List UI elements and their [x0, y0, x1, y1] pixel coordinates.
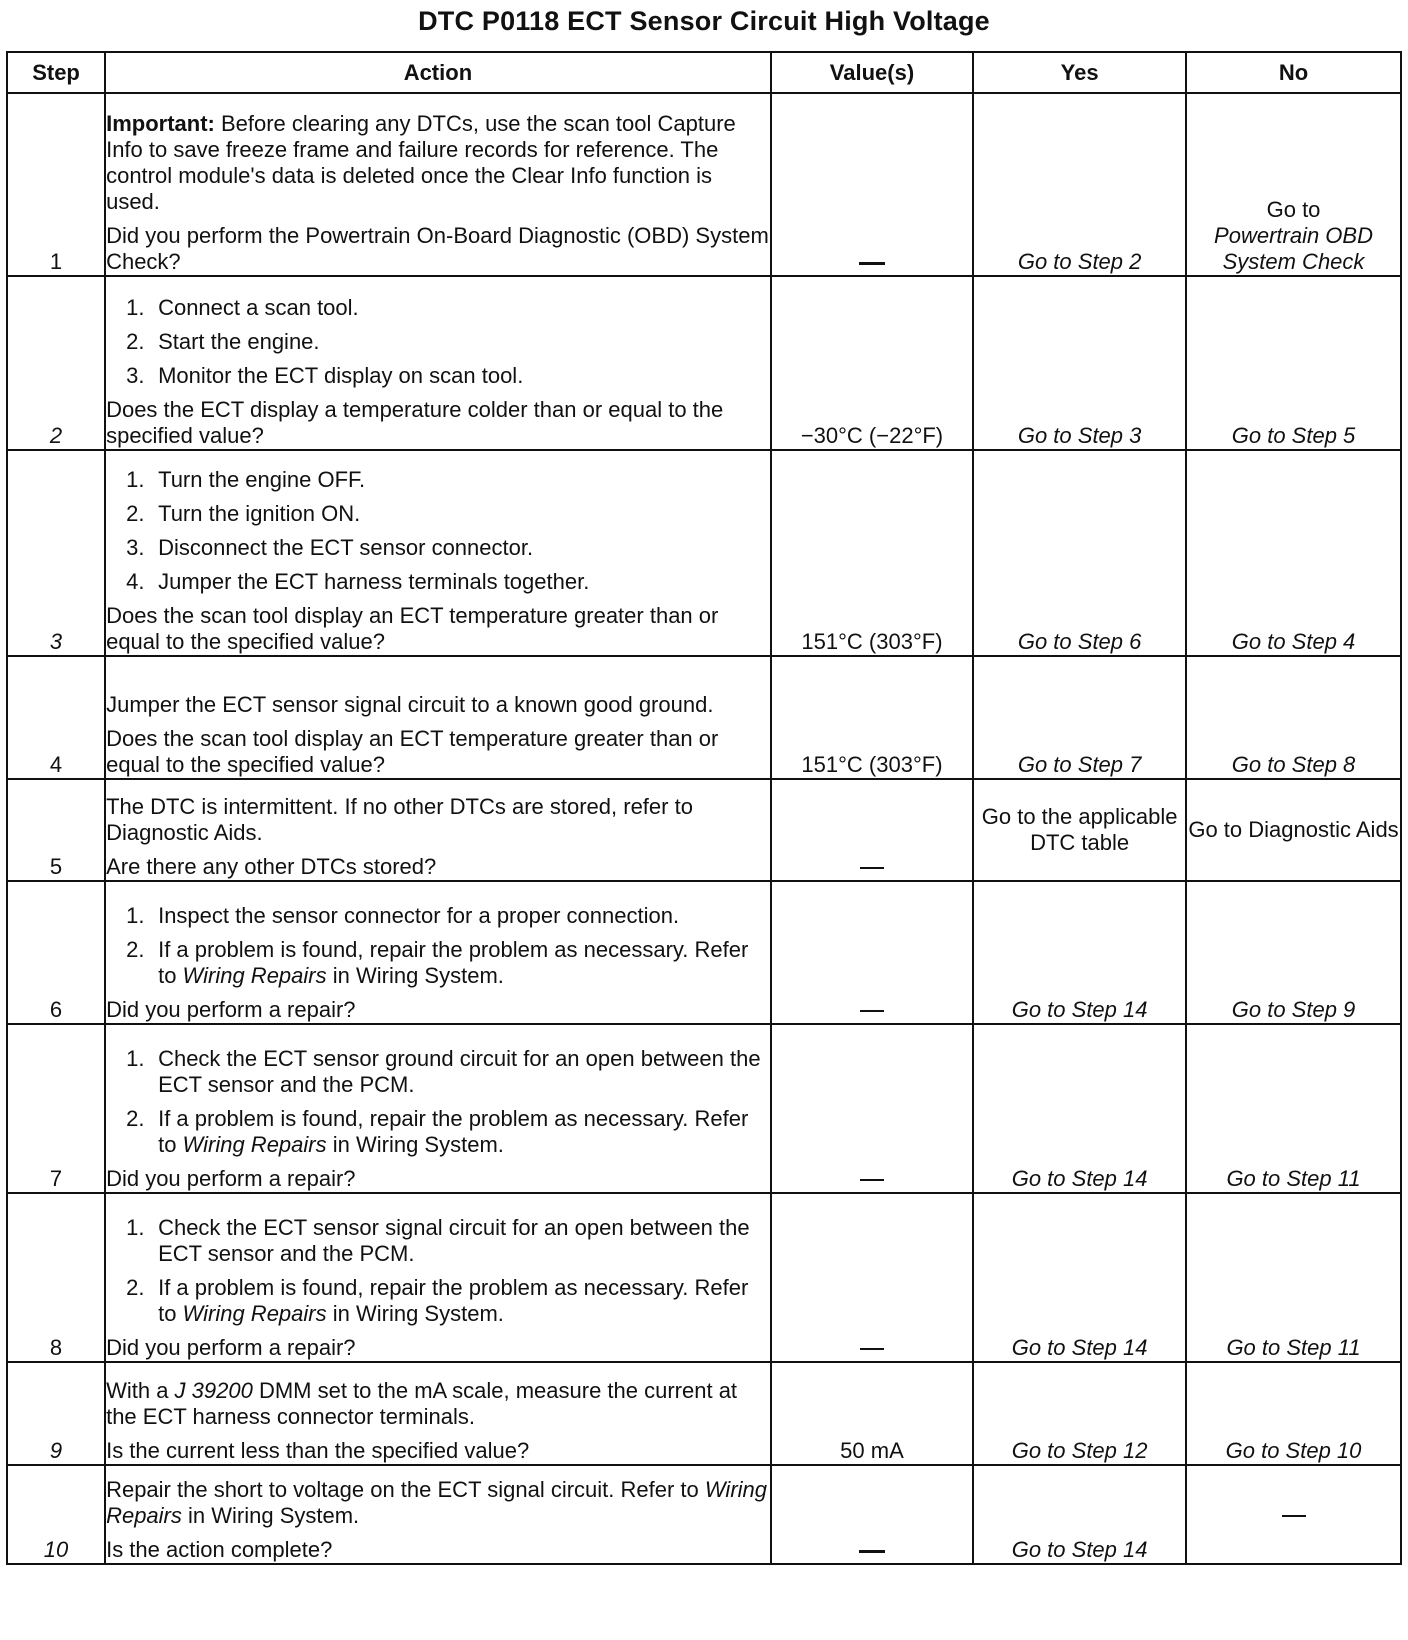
question: Did you perform a repair?: [106, 1166, 356, 1191]
yes-cell: Go to Step 2: [973, 93, 1186, 276]
value-cell: [771, 93, 973, 276]
em-dash: [860, 1348, 884, 1350]
no-cell: Go to Step 8: [1186, 656, 1401, 779]
instruction: The DTC is intermittent. If no other DTCs are stored, refer to Diagnostic Aids.: [106, 794, 693, 845]
yes-cell: Go to Step 7: [973, 656, 1186, 779]
instruction-list: [106, 467, 770, 595]
no-cell: Go to Step 11: [1186, 1024, 1401, 1193]
yes-cell: Go to Step 3: [973, 276, 1186, 450]
question: Did you perform the Powertrain On-Board Diagnostic (OBD) System Check?: [106, 223, 769, 274]
question: Does the scan tool display an ECT temperature greater than or equal to the specified value?: [106, 603, 719, 654]
no-cell: Go to Step 4: [1186, 450, 1401, 656]
value-cell: −30°C (−22°F): [771, 276, 973, 450]
list-item: 2. Start the engine.: [126, 329, 320, 354]
yes-cell: Go to Step 6: [973, 450, 1186, 656]
diagnostic-table: [6, 51, 1402, 1565]
list-item: 1. Connect a scan tool.: [126, 295, 359, 320]
step-number: 10: [7, 1465, 105, 1564]
important-label: Important:: [106, 111, 215, 136]
no-cell: Go to Step 11: [1186, 1193, 1401, 1362]
em-dash: [860, 867, 884, 869]
instruction: Jumper the ECT sensor signal circuit to a known good ground.: [106, 692, 714, 717]
table-row: [7, 1362, 1401, 1465]
no-cell: Go to Step 9: [1186, 881, 1401, 1024]
header-action: Action: [105, 52, 771, 93]
list-item: 2. Turn the ignition ON.: [126, 501, 361, 526]
yes-cell: Go to Step 14: [973, 1465, 1186, 1564]
step-number: 5: [7, 779, 105, 881]
instruction-list: [106, 295, 770, 389]
no-cell: [1186, 1465, 1401, 1564]
action-cell: [105, 276, 771, 450]
em-dash: [860, 1179, 884, 1181]
table-row: [7, 1465, 1401, 1564]
no-cell: Go to Step 10: [1186, 1362, 1401, 1465]
value-cell: [771, 1193, 973, 1362]
list-item: 4. Jumper the ECT harness terminals together.: [126, 569, 590, 594]
table-row: [7, 93, 1401, 276]
table-row: [7, 1024, 1401, 1193]
action-cell: [105, 656, 771, 779]
value-cell: [771, 779, 973, 881]
question: Are there any other DTCs stored?: [106, 854, 437, 879]
step-number: 3: [7, 450, 105, 656]
yes-cell: Go to Step 12: [973, 1362, 1186, 1465]
em-dash: [860, 1010, 884, 1012]
header-step: Step: [7, 52, 105, 93]
action-cell: [105, 450, 771, 656]
value-cell: [771, 1465, 973, 1564]
list-item: 1. Check the ECT sensor signal circuit for an open between the ECT sensor and the PCM.: [126, 1215, 750, 1266]
em-dash: [859, 1550, 885, 1553]
no-reference: Powertrain OBD System Check: [1214, 223, 1373, 274]
table-row: [7, 450, 1401, 656]
question: Does the scan tool display an ECT temperature greater than or equal to the specified value?: [106, 726, 719, 777]
yes-cell: Go to Step 14: [973, 881, 1186, 1024]
no-cell: Go to Step 5: [1186, 276, 1401, 450]
yes-cell: Go to Step 14: [973, 1193, 1186, 1362]
no-prefix: Go to: [1266, 197, 1321, 222]
instruction: Repair the short to voltage on the ECT signal circuit. Refer to Wiring Repairs in Wiring System.: [106, 1477, 768, 1528]
value-cell: [771, 881, 973, 1024]
header-no: No: [1186, 52, 1401, 93]
list-item: 1. Turn the engine OFF.: [126, 467, 366, 492]
action-cell: [105, 1465, 771, 1564]
list-item: 2. If a problem is found, repair the problem as necessary. Refer to Wiring Repairs in Wiring System.: [126, 937, 749, 988]
action-cell: [105, 1193, 771, 1362]
step-number: 2: [7, 276, 105, 450]
step-number: 1: [7, 93, 105, 276]
no-cell: Go to Diagnostic Aids: [1186, 779, 1401, 881]
instruction-list: [106, 903, 770, 989]
no-cell: [1186, 93, 1401, 276]
instruction-list: [106, 1215, 770, 1327]
list-item: 2. If a problem is found, repair the problem as necessary. Refer to Wiring Repairs in Wiring System.: [126, 1275, 749, 1326]
em-dash: [859, 262, 885, 265]
question: Did you perform a repair?: [106, 997, 356, 1022]
step-number: 7: [7, 1024, 105, 1193]
em-dash: [1282, 1515, 1306, 1517]
page-title: DTC P0118 ECT Sensor Circuit High Voltage: [418, 6, 990, 36]
table-row: [7, 656, 1401, 779]
table-row: [7, 881, 1401, 1024]
question: Does the ECT display a temperature colder than or equal to the specified value?: [106, 397, 724, 448]
question: Is the current less than the specified value?: [106, 1438, 530, 1463]
header-values: Value(s): [771, 52, 973, 93]
instruction: With a J 39200 DMM set to the mA scale, measure the current at the ECT harness connector terminals.: [106, 1378, 738, 1429]
header-yes: Yes: [973, 52, 1186, 93]
step-number: 4: [7, 656, 105, 779]
yes-cell: Go to the applicable DTC table: [973, 779, 1186, 881]
step-number: 9: [7, 1362, 105, 1465]
action-cell: [105, 779, 771, 881]
list-item: 3. Disconnect the ECT sensor connector.: [126, 535, 534, 560]
step-number: 6: [7, 881, 105, 1024]
action-cell: [105, 1024, 771, 1193]
value-cell: 151°C (303°F): [771, 656, 973, 779]
table-row: [7, 1193, 1401, 1362]
action-cell: [105, 881, 771, 1024]
list-item: 1. Check the ECT sensor ground circuit for an open between the ECT sensor and the PCM.: [126, 1046, 761, 1097]
instruction-list: [106, 1046, 770, 1158]
value-cell: 151°C (303°F): [771, 450, 973, 656]
value-cell: 50 mA: [771, 1362, 973, 1465]
table-row: [7, 276, 1401, 450]
table-row: [7, 779, 1401, 881]
list-item: 1. Inspect the sensor connector for a proper connection.: [126, 903, 680, 928]
action-cell: [105, 93, 771, 276]
step-number: 8: [7, 1193, 105, 1362]
value-cell: [771, 1024, 973, 1193]
yes-cell: Go to Step 14: [973, 1024, 1186, 1193]
question: Did you perform a repair?: [106, 1335, 356, 1360]
list-item: 2. If a problem is found, repair the problem as necessary. Refer to Wiring Repairs in Wiring System.: [126, 1106, 749, 1157]
action-cell: [105, 1362, 771, 1465]
list-item: 3. Monitor the ECT display on scan tool.: [126, 363, 524, 388]
important-text: Before clearing any DTCs, use the scan tool Capture Info to save freeze frame and failure records for reference. The control module's data is deleted once the Clear Info function is used.: [106, 111, 736, 214]
question: Is the action complete?: [106, 1537, 333, 1562]
header-row: [7, 52, 1401, 93]
